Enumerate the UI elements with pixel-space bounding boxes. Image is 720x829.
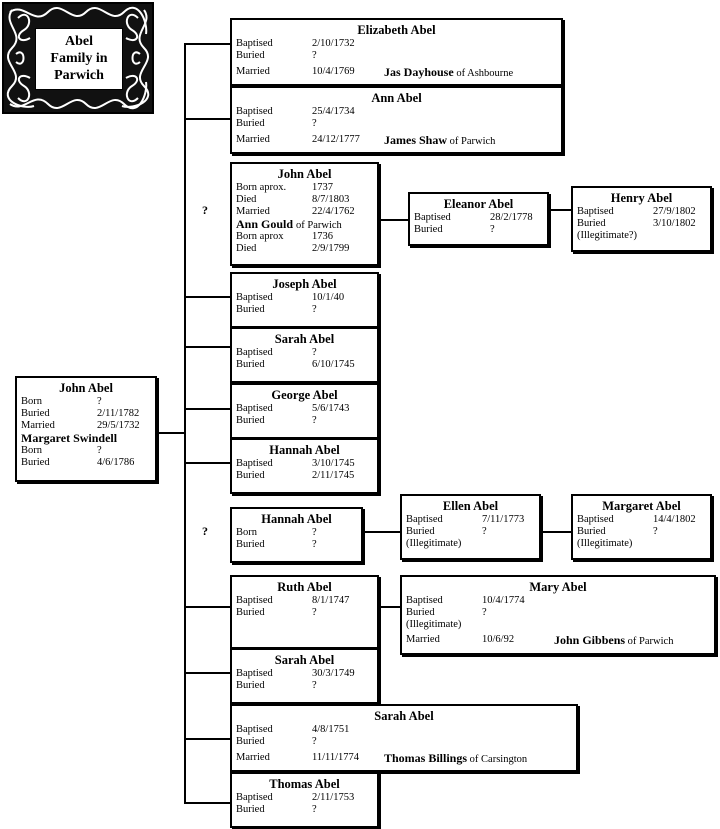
link-john-eleanor	[378, 219, 409, 221]
person-box-mary-abel	[400, 575, 716, 655]
baptised-label: Baptised	[406, 595, 443, 606]
legitimacy-note: (Illegitimate)	[406, 619, 462, 630]
baptised-value: 3/10/1745	[312, 458, 355, 469]
buried-value: ?	[312, 680, 317, 691]
person-name: Margaret Abel	[602, 499, 681, 513]
married-label: Married	[21, 420, 55, 431]
baptised-value: 14/4/1802	[653, 514, 696, 525]
spouse-born-value: ?	[97, 445, 102, 456]
married-label: Married	[406, 634, 440, 645]
baptised-value: 27/9/1802	[653, 206, 696, 217]
branch-george	[184, 408, 231, 410]
spouse-buried-label: Buried	[21, 457, 50, 468]
spouse-died-label: Died	[236, 243, 257, 254]
baptised-label: Baptised	[406, 514, 443, 525]
married-label: Married	[236, 66, 270, 77]
baptised-label: Baptised	[236, 792, 273, 803]
person-name: Sarah Abel	[274, 653, 335, 667]
person-name: Thomas Abel	[269, 777, 340, 791]
person-box-john-abel-senior	[15, 376, 157, 482]
buried-label: Buried	[406, 526, 435, 537]
person-name: Ruth Abel	[277, 580, 332, 594]
buried-value: 3/10/1802	[653, 218, 696, 229]
spouse-place: of Ashbourne	[456, 68, 514, 79]
person-box-hannah-abel-2	[230, 507, 363, 563]
person-box-elizabeth-abel	[230, 18, 563, 86]
buried-value: ?	[312, 304, 317, 315]
buried-value: ?	[653, 526, 658, 537]
baptised-label: Baptised	[236, 106, 273, 117]
uncertain-link-marker-1: ?	[202, 203, 208, 217]
baptised-value: 5/6/1743	[312, 403, 350, 414]
person-name: Hannah Abel	[261, 512, 332, 526]
baptised-value: 10/4/1774	[482, 595, 525, 606]
buried-label: Buried	[236, 470, 265, 481]
spouse-name: Thomas Billings	[384, 751, 468, 765]
person-name: Ann Abel	[371, 91, 422, 105]
person-name: Sarah Abel	[274, 332, 335, 346]
branch-hannah1	[184, 462, 231, 464]
branch-ruth	[184, 606, 231, 608]
buried-label: Buried	[414, 224, 443, 235]
baptised-label: Baptised	[577, 514, 614, 525]
person-box-ellen-abel	[400, 494, 541, 560]
person-name: Joseph Abel	[272, 277, 337, 291]
married-label: Married	[236, 752, 270, 763]
branch-thomas	[184, 802, 231, 804]
spouse-born-label: Born aprox	[236, 231, 284, 242]
link-ellen-margaret	[540, 531, 572, 533]
title-panel	[35, 28, 123, 90]
buried-label: Buried	[236, 50, 265, 61]
born-value: ?	[312, 527, 317, 538]
person-box-sarah-abel-1	[230, 327, 379, 383]
spouse-name: James Shaw	[384, 133, 448, 147]
person-name: Elizabeth Abel	[357, 23, 436, 37]
baptised-value: 4/8/1751	[312, 724, 350, 735]
buried-label: Buried	[236, 539, 265, 550]
baptised-label: Baptised	[236, 292, 273, 303]
baptised-label: Baptised	[236, 668, 273, 679]
buried-value: ?	[312, 804, 317, 815]
person-name: John Abel	[59, 381, 113, 395]
buried-label: Buried	[577, 526, 606, 537]
legitimacy-note: (Illegitimate)	[577, 538, 633, 549]
spouse-place: of Parwich	[296, 220, 342, 231]
baptised-label: Baptised	[236, 403, 273, 414]
married-label: Married	[236, 206, 270, 217]
baptised-value: 2/11/1753	[312, 792, 355, 803]
title-line-1: Abel	[65, 34, 93, 49]
person-box-hannah-abel-1	[230, 438, 379, 494]
title-logo	[2, 2, 154, 114]
person-name: George Abel	[271, 388, 338, 402]
branch-ann	[184, 118, 231, 120]
legitimacy-note: (Illegitimate?)	[577, 230, 638, 241]
branch-elizabeth	[184, 43, 231, 45]
person-box-george-abel	[230, 383, 379, 439]
spouse-born-value: 1736	[312, 231, 333, 242]
person-box-eleanor-abel	[408, 192, 549, 246]
buried-label: Buried	[236, 118, 265, 129]
baptised-label: Baptised	[236, 458, 273, 469]
person-name: Sarah Abel	[374, 709, 434, 723]
buried-label: Buried	[236, 359, 265, 370]
buried-value: 2/11/1782	[97, 408, 140, 419]
branch-sarah2	[184, 672, 231, 674]
buried-value: ?	[312, 539, 317, 550]
person-box-sarah-abel-3	[230, 704, 578, 772]
person-name: Mary Abel	[529, 580, 587, 594]
baptised-label: Baptised	[414, 212, 451, 223]
baptised-value: 10/1/40	[312, 292, 345, 303]
buried-label: Buried	[236, 415, 265, 426]
spouse-name: John Gibbens	[554, 633, 626, 647]
person-box-henry-abel	[571, 186, 712, 252]
buried-label: Buried	[236, 804, 265, 815]
died-value: 8/7/1803	[312, 194, 350, 205]
baptised-value: 2/10/1732	[312, 38, 355, 49]
person-name: Eleanor Abel	[443, 197, 514, 211]
married-value: 10/4/1769	[312, 66, 355, 77]
connector-root	[156, 432, 185, 434]
married-value: 24/12/1777	[312, 134, 360, 145]
person-box-ann-abel	[230, 86, 563, 154]
born-label: Born	[236, 527, 257, 538]
married-value: 11/11/1774	[312, 752, 360, 763]
spouse-place: of Parwich	[627, 636, 674, 647]
baptised-value: 8/1/1747	[312, 595, 350, 606]
spouse-place: of Parwich	[449, 136, 496, 147]
branch-sarah3	[184, 738, 231, 740]
born-label: Born	[21, 396, 42, 407]
baptised-label: Baptised	[236, 347, 273, 358]
buried-value: ?	[312, 118, 317, 129]
buried-value: ?	[312, 607, 317, 618]
born-value: ?	[97, 396, 102, 407]
person-box-ruth-abel	[230, 575, 379, 649]
person-box-margaret-abel	[571, 494, 712, 560]
baptised-value: 7/11/1773	[482, 514, 525, 525]
married-value: 22/4/1762	[312, 206, 355, 217]
baptised-label: Baptised	[236, 724, 273, 735]
link-eleanor-henry	[548, 209, 572, 211]
link-ruth-mary	[378, 606, 401, 608]
born-label: Born aprox.	[236, 182, 287, 193]
branch-joseph	[184, 296, 231, 298]
person-box-joseph-abel	[230, 272, 379, 328]
married-label: Married	[236, 134, 270, 145]
spouse-name: Jas Dayhouse	[384, 65, 454, 79]
spouse-born-label: Born	[21, 445, 42, 456]
married-value: 29/5/1732	[97, 420, 140, 431]
buried-label: Buried	[236, 736, 265, 747]
person-box-john-abel	[230, 162, 379, 266]
baptised-value: ?	[312, 347, 317, 358]
buried-label: Buried	[21, 408, 50, 419]
buried-value: ?	[482, 526, 487, 537]
buried-label: Buried	[577, 218, 606, 229]
spouse-died-value: 2/9/1799	[312, 243, 350, 254]
baptised-value: 25/4/1734	[312, 106, 355, 117]
spouse-name: Margaret Swindell	[21, 431, 118, 445]
baptised-label: Baptised	[236, 595, 273, 606]
trunk-line	[184, 43, 186, 804]
person-box-thomas-abel	[230, 772, 379, 828]
died-label: Died	[236, 194, 257, 205]
buried-value: ?	[490, 224, 495, 235]
spouse-buried-value: 4/6/1786	[97, 457, 135, 468]
baptised-label: Baptised	[577, 206, 614, 217]
buried-label: Buried	[406, 607, 435, 618]
buried-label: Buried	[236, 680, 265, 691]
uncertain-link-marker-2: ?	[202, 524, 208, 538]
baptised-value: 28/2/1778	[490, 212, 533, 223]
buried-value: 2/11/1745	[312, 470, 355, 481]
born-value: 1737	[312, 182, 333, 193]
married-value: 10/6/92	[482, 634, 515, 645]
spouse-name: Ann Gould	[236, 217, 294, 231]
person-name: Hannah Abel	[269, 443, 340, 457]
branch-sarah1	[184, 346, 231, 348]
person-name: John Abel	[277, 167, 332, 181]
buried-value: ?	[312, 415, 317, 426]
baptised-value: 30/3/1749	[312, 668, 355, 679]
spouse-place: of Carsington	[469, 754, 528, 765]
person-box-sarah-abel-2	[230, 648, 379, 704]
buried-value: ?	[312, 50, 317, 61]
buried-value: 6/10/1745	[312, 359, 355, 370]
buried-label: Buried	[236, 304, 265, 315]
title-line-2: Family in	[50, 51, 108, 66]
title-line-3: Parwich	[54, 68, 104, 83]
person-name: Henry Abel	[610, 191, 673, 205]
link-hannah2-ellen	[362, 531, 401, 533]
buried-value: ?	[312, 736, 317, 747]
buried-label: Buried	[236, 607, 265, 618]
baptised-label: Baptised	[236, 38, 273, 49]
buried-value: ?	[482, 607, 487, 618]
legitimacy-note: (Illegitimate)	[406, 538, 462, 549]
person-name: Ellen Abel	[442, 499, 499, 513]
